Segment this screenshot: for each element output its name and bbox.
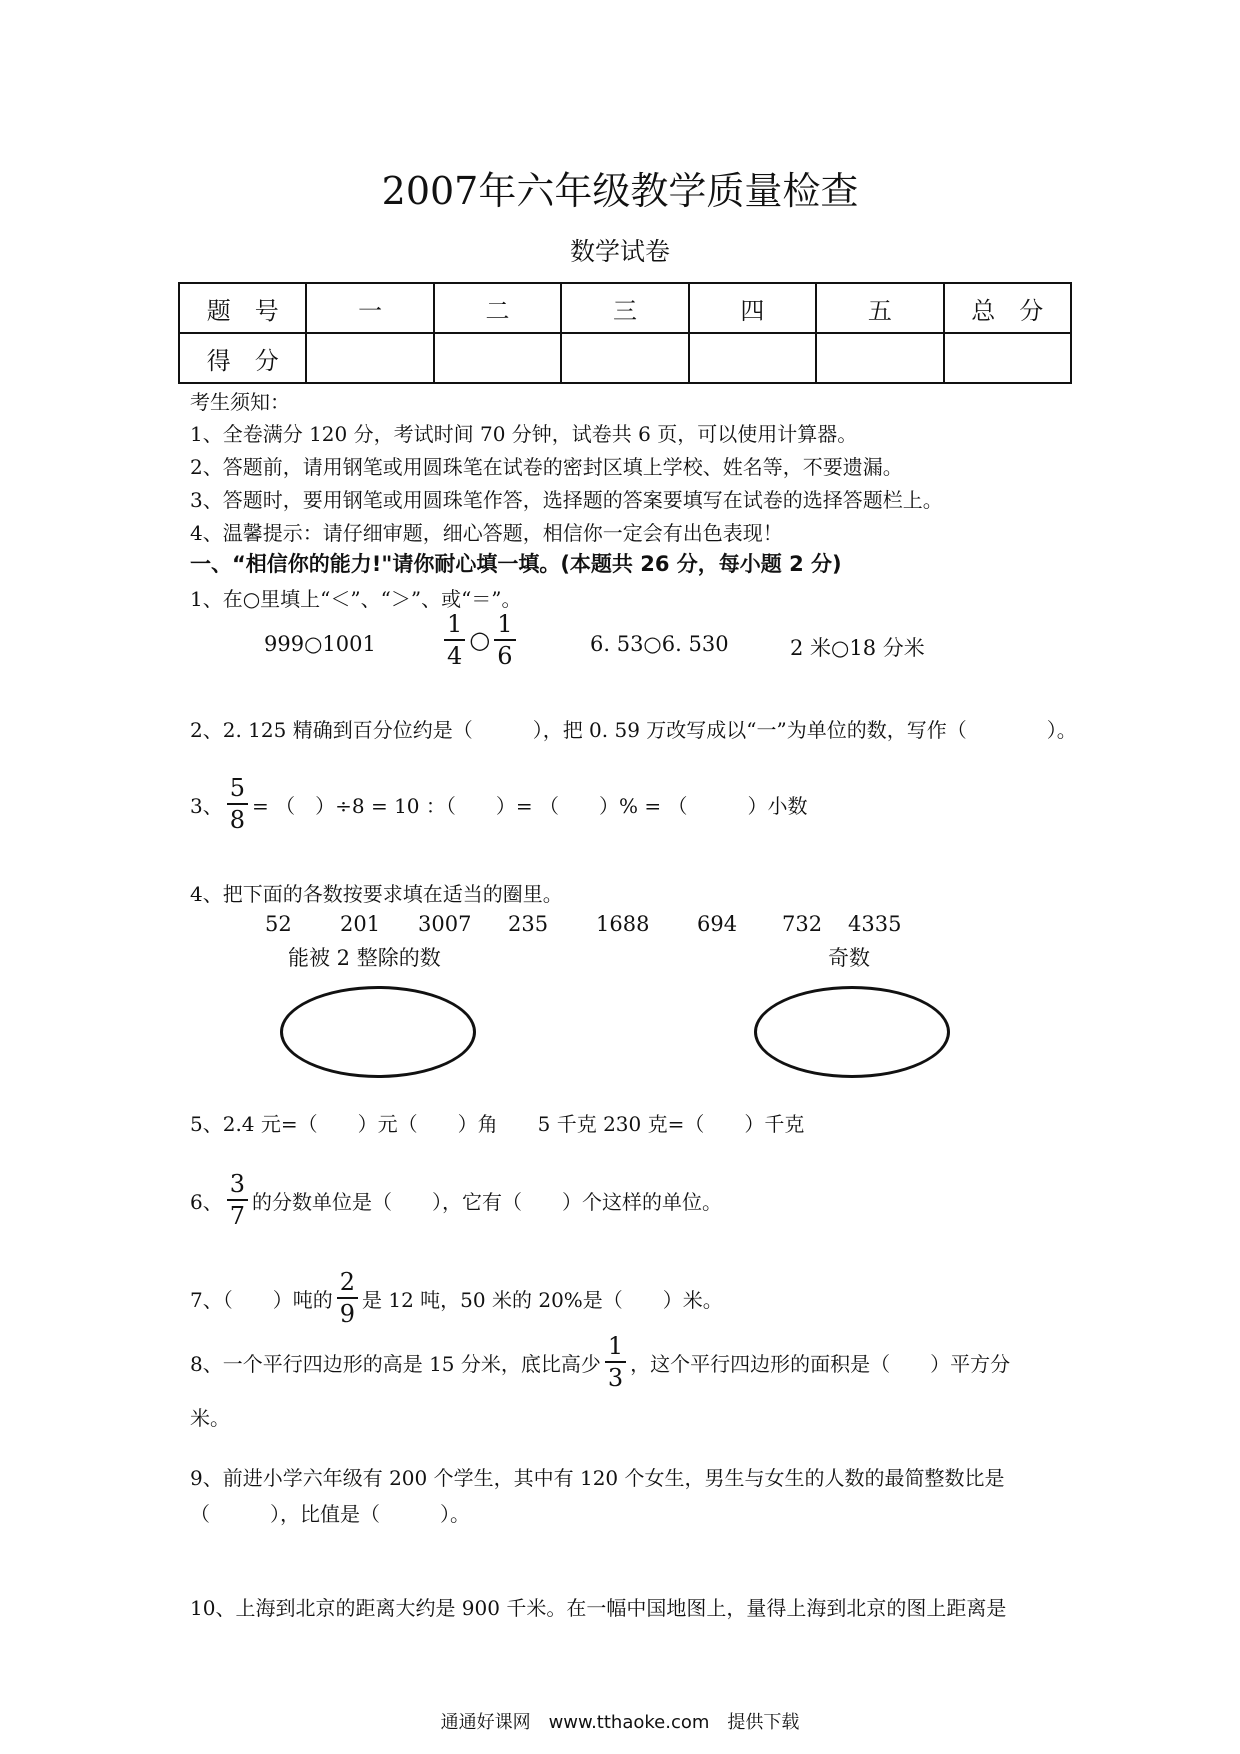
question-8-prefix: 8、一个平行四边形的高是 15 分米，底比高少 [190, 1351, 601, 1376]
score-input-cell[interactable] [561, 333, 688, 383]
question-7-prefix: 7、（ ）吨的 [190, 1287, 333, 1312]
fraction-numerator: 3 [227, 1172, 248, 1201]
score-table-cell: 总 分 [944, 283, 1071, 333]
score-table-score-row [179, 333, 1071, 383]
notice-item: 2、答题前，请用钢笔或用圆珠笔在试卷的密封区填上学校、姓名等，不要遗漏。 [190, 455, 903, 479]
number-item: 52 [265, 912, 292, 936]
question-2: 2、2. 125 精确到百分位约是（ ），把 0. 59 万改写成以“一”为单位的数，写作（ ）。 [190, 718, 1077, 742]
score-input-cell[interactable] [816, 333, 943, 383]
question-5: 5、2.4 元=（ ）元（ ）角 5 千克 230 克=（ ）千克 [190, 1112, 805, 1136]
score-input-cell[interactable] [434, 333, 561, 383]
fraction [227, 776, 248, 832]
fraction [337, 1270, 358, 1326]
score-table-cell: 一 [306, 283, 433, 333]
ellipse-label-odd: 奇数 [828, 946, 870, 970]
notice-item: 4、温馨提示：请仔细审题，细心答题，相信你一定会有出色表现！ [190, 521, 783, 545]
notice-item: 3、答题时，要用钢笔或用圆珠笔作答，选择题的答案要填写在试卷的选择答题栏上。 [190, 488, 943, 512]
notice-heading: 考生须知： [190, 390, 290, 414]
fraction-denominator: 9 [339, 1300, 356, 1328]
question-9-line2: （ ），比值是（ ）。 [190, 1502, 470, 1526]
score-table-header-row [179, 283, 1071, 333]
fraction [605, 1334, 626, 1390]
fraction-numerator: 1 [605, 1334, 626, 1363]
q1-item-d: 2 米○18 分米 [790, 636, 925, 660]
score-table-cell: 三 [561, 283, 688, 333]
section-heading: 一、“相信你的能力!"请你耐心填一填。(本题共 26 分，每小题 2 分) [190, 552, 842, 576]
question-7-rest: 是 12 吨，50 米的 20%是（ ）米。 [362, 1287, 723, 1312]
fraction [444, 612, 465, 668]
fraction-denominator: 6 [497, 642, 513, 670]
number-item: 732 [782, 912, 823, 936]
question-4: 4、把下面的各数按要求填在适当的圈里。 [190, 882, 563, 906]
fraction [227, 1172, 248, 1228]
score-input-cell[interactable] [689, 333, 816, 383]
question-8 [190, 1334, 1010, 1390]
number-item: 1688 [596, 912, 650, 936]
number-item: 235 [508, 912, 549, 936]
compare-circle: ○ [469, 626, 491, 654]
question-8-rest: ，这个平行四边形的面积是（ ）平方分 [630, 1351, 1011, 1376]
question-8-line2: 米。 [190, 1406, 230, 1430]
page-title: 2007年六年级教学质量检查 [381, 169, 859, 213]
question-7 [190, 1270, 723, 1326]
fraction-numerator: 5 [227, 776, 248, 805]
fraction-numerator: 1 [444, 612, 465, 641]
q1-item-a: 999○1001 [264, 632, 376, 656]
question-3-rest: = （ ）÷8 = 10 ：（ ）= （ ）% = （ ）小数 [252, 793, 808, 818]
footer-source: 通通好课网 www.tthaoke.com 提供下载 [440, 1712, 800, 1733]
score-table-cell: 五 [816, 283, 943, 333]
notice-item: 1、全卷满分 120 分，考试时间 70 分钟，试卷共 6 页，可以使用计算器。 [190, 422, 858, 446]
score-input-cell[interactable] [944, 333, 1071, 383]
number-item: 3007 [418, 912, 472, 936]
fraction-denominator: 8 [229, 806, 246, 834]
score-table-cell: 得 分 [179, 333, 306, 383]
fraction-denominator: 7 [229, 1202, 246, 1230]
question-10: 10、上海到北京的距离大约是 900 千米。在一幅中国地图上，量得上海到北京的图上距离是 [190, 1596, 1007, 1620]
number-item: 201 [340, 912, 381, 936]
score-table [178, 282, 1072, 384]
fraction-numerator: 2 [337, 1270, 358, 1299]
question-6 [190, 1172, 722, 1228]
score-input-cell[interactable] [306, 333, 433, 383]
fraction-numerator: 1 [494, 612, 515, 641]
q1-item-c: 6. 53○6. 530 [590, 632, 729, 656]
page-subtitle: 数学试卷 [569, 237, 670, 266]
q1-item-b [440, 612, 520, 668]
question-9: 9、前进小学六年级有 200 个学生，其中有 120 个女生，男生与女生的人数的最简整数比是 [190, 1466, 1005, 1490]
score-table-cell: 题 号 [179, 283, 306, 333]
question-6-rest: 的分数单位是（ ），它有（ ）个这样的单位。 [252, 1189, 723, 1214]
question-1: 1、在○里填上“＜”、“＞”、或“＝”。 [190, 587, 522, 611]
number-item: 4335 [848, 912, 902, 936]
ellipse-label-even: 能被 2 整除的数 [288, 946, 441, 970]
fraction-denominator: 3 [607, 1364, 624, 1392]
fraction-denominator: 4 [447, 642, 463, 670]
question-number: 3、 [190, 793, 223, 818]
question-3 [190, 776, 807, 832]
score-table-cell: 四 [689, 283, 816, 333]
number-item: 694 [697, 912, 738, 936]
score-table-cell: 二 [434, 283, 561, 333]
fraction [494, 612, 515, 668]
even-numbers-ellipse[interactable] [280, 986, 476, 1078]
question-number: 6、 [190, 1189, 223, 1214]
odd-numbers-ellipse[interactable] [754, 986, 950, 1078]
